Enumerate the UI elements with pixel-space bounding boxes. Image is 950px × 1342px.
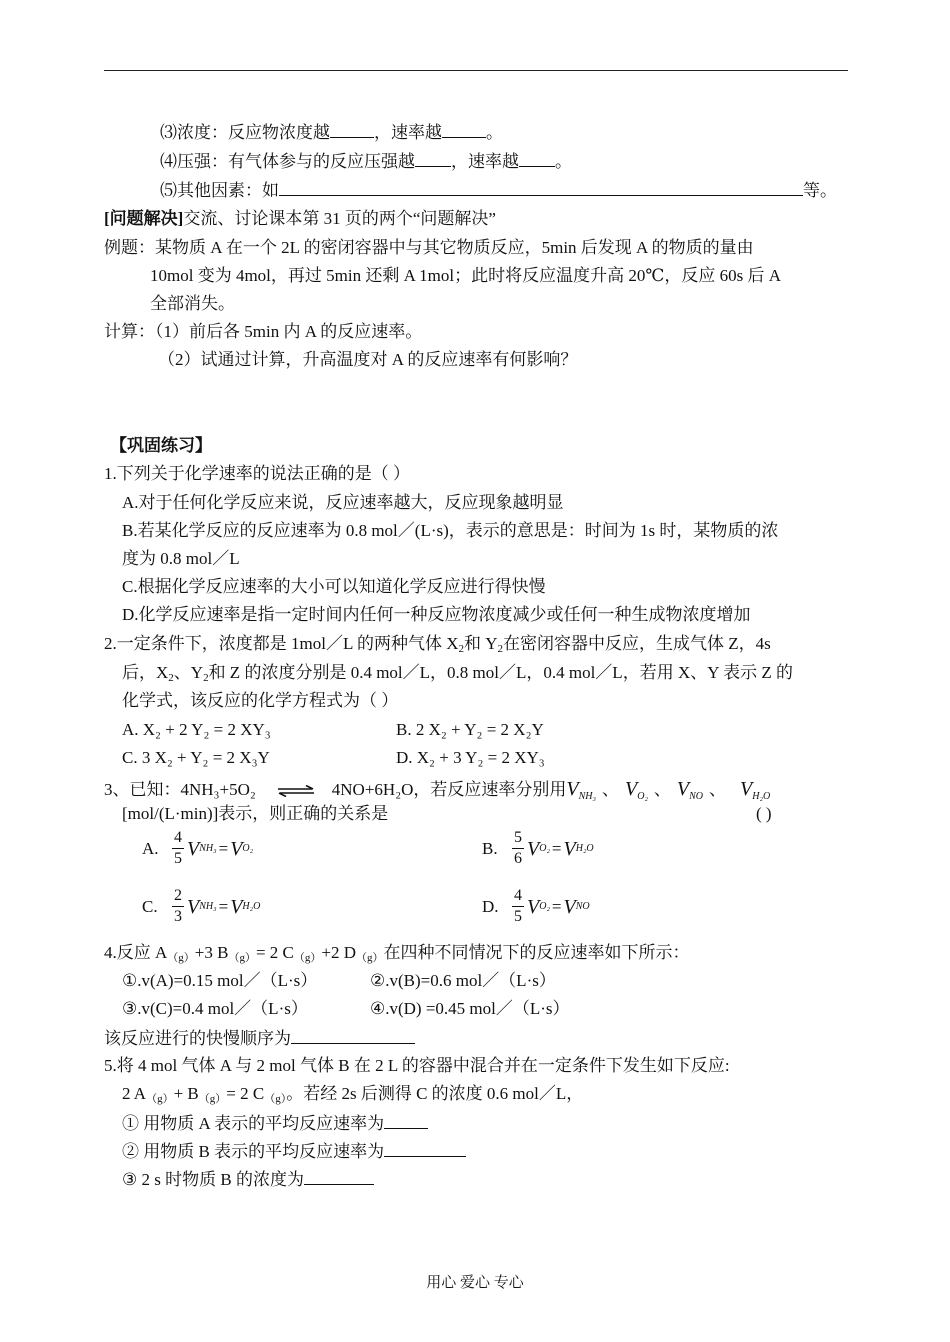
q1-option-b-line2: 度为 0.8 mol／L [122, 549, 240, 568]
q1-stem: 1.下列关于化学速率的说法正确的是（ ） [104, 464, 410, 483]
fraction: $\frac{4}{5}$ [514, 887, 522, 925]
q4-rate-4: ④.v(D) =0.45 mol／（L·s） [370, 999, 570, 1018]
q2-stem-line3: 化学式，该反应的化学方程式为（ ） [122, 691, 399, 710]
q4-rate-3: ③.v(C)=0.4 mol／（L·s） [122, 999, 308, 1018]
q5-sub-1: ① 用物质 A 表示的平均反应速率为 [122, 1112, 428, 1135]
q1-option-a: A.对于任何化学反应来说，反应速率越大，反应现象越明显 [122, 493, 564, 512]
q2-option-c: C. 3 X₂ + Y₂ = 2 X₃Y [122, 748, 270, 767]
q5-sub-2: ② 用物质 B 表示的平均反应速率为 [122, 1140, 466, 1163]
q4-rate-2: ②.v(B)=0.6 mol／（L·s） [370, 971, 556, 990]
line-other-factors: ⑸其他因素：如 等。 [160, 181, 837, 200]
q5-reaction: 2 $A_{(g)}+ B_{(g)}= 2$ $C_{(g)}$。若经 2s 后测得 C 的浓度 0.6 mol／L， [122, 1084, 584, 1105]
q1-option-b-line1: B.若某化学反应的反应速率为 0.8 mol／(L·s)，表示的意思是：时间为 1s 时，某物质的浓 [122, 521, 779, 540]
q2-stem-line1: 2.一定条件下，浓度都是 1mol／L 的两种气体 $X_2$和 $Y_2$在密闭容器中反应，生成气体 Z，4s [104, 634, 771, 655]
blank [442, 121, 486, 138]
example-line-1: 例题：某物质 A 在一个 2L 的密闭容器中与其它物质反应，5min 后发现 A 的物质的量由 [104, 238, 754, 257]
q1-option-d: D.化学反应速率是指一定时间内任何一种反应物浓度减少或任何一种生成物浓度增加 [122, 605, 751, 624]
fraction: $\frac{5}{6}$ [514, 829, 522, 867]
blank [519, 150, 555, 167]
page-footer: 用心 爱心 专心 [426, 1275, 524, 1291]
q3-option-d: D. $\frac{4}{5}$ V O₂ = V NO [482, 887, 590, 925]
blank [291, 1027, 415, 1044]
fraction: $\frac{2}{3}$ [174, 887, 182, 925]
q4-rate-1: ①.v(A)=0.15 mol／（L·s） [122, 971, 318, 990]
blank [279, 179, 803, 196]
example-line-2: 10mol 变为 4mol，再过 5min 还剩 A 1mol；此时将反应温度升高 20℃，反应 60s 后 A [150, 266, 782, 285]
q3-stem-line1: 3、已知：4NH₃+5O₂ 4NO+6H₂O，若反应速率分别用$V_{NH_3}$ 、 $V_{O_2}$ 、 $V_{NO}$ 、 $V_{H_2O}$ [104, 778, 771, 802]
q5-stem: 5.将 4 mol 气体 A 与 2 mol 气体 B 在 2 L 的容器中混合并在一定条件下发生如下反应: [104, 1056, 730, 1075]
blank [384, 1112, 428, 1129]
q3-answer-paren: ( ) [756, 804, 772, 823]
blank [330, 121, 374, 138]
q3-stem-line2: [mol/(L·min)]表示，则正确的关系是 [122, 804, 389, 823]
calc-line-2: （2）试通过计算，升高温度对 A 的反应速率有何影响？ [158, 350, 578, 369]
q5-sub-3: ③ 2 s 时物质 B 的浓度为 [122, 1168, 374, 1191]
equilibrium-arrow-icon [276, 785, 316, 797]
q3-option-b: B. $\frac{5}{6}$ V O₂ = V H₂O [482, 829, 594, 867]
blank [415, 150, 451, 167]
q1-option-c: C.根据化学反应速率的大小可以知道化学反应进行得快慢 [122, 577, 546, 596]
header-rule [104, 70, 848, 71]
fraction: $\frac{4}{5}$ [174, 829, 182, 867]
q2-option-b: B. 2 X₂ + Y₂ = 2 X₂Y [396, 720, 544, 739]
q2-option-a: A. X₂ + 2 Y₂ = 2 XY₃ [122, 720, 271, 739]
q3-option-c: C. $\frac{2}{3}$ V NH₃ = V H₂O [142, 887, 261, 925]
line-concentration: ⑶浓度：反应物浓度越 ，速率越 。 [160, 123, 503, 142]
problem-solving-line: [问题解决]交流、讨论课本第 31 页的两个“问题解决” [104, 209, 496, 228]
line-pressure: ⑷压强：有气体参与的反应压强越 ，速率越 。 [160, 152, 572, 171]
calc-line-1: 计算：（1）前后各 5min 内 A 的反应速率。 [104, 322, 423, 341]
section-title: 【巩固练习】 [110, 436, 212, 455]
q2-option-d: D. X₂ + 3 Y₂ = 2 XY₃ [396, 748, 545, 767]
blank [304, 1168, 374, 1185]
q4-order-line: 该反应进行的快慢顺序为 [104, 1027, 415, 1050]
blank [384, 1140, 466, 1157]
q3-option-a: A. $\frac{4}{5}$ V NH₃ = V O₂ [142, 829, 254, 867]
q2-stem-line2: 后，$X_2$、$Y_2$和 Z 的浓度分别是 0.4 mol／L，0.8 mol／L，0.4 mol／L，若用 X、Y 表示 Z 的 [122, 663, 793, 684]
example-line-3: 全部消失。 [150, 294, 235, 313]
q4-stem: 4.反应 $A_{(g)}+3$ $B_{(g)}= 2$ $C_{(g)}+2$ $D_{(g)}$在四种不同情况下的反应速率如下所示： [104, 943, 690, 964]
